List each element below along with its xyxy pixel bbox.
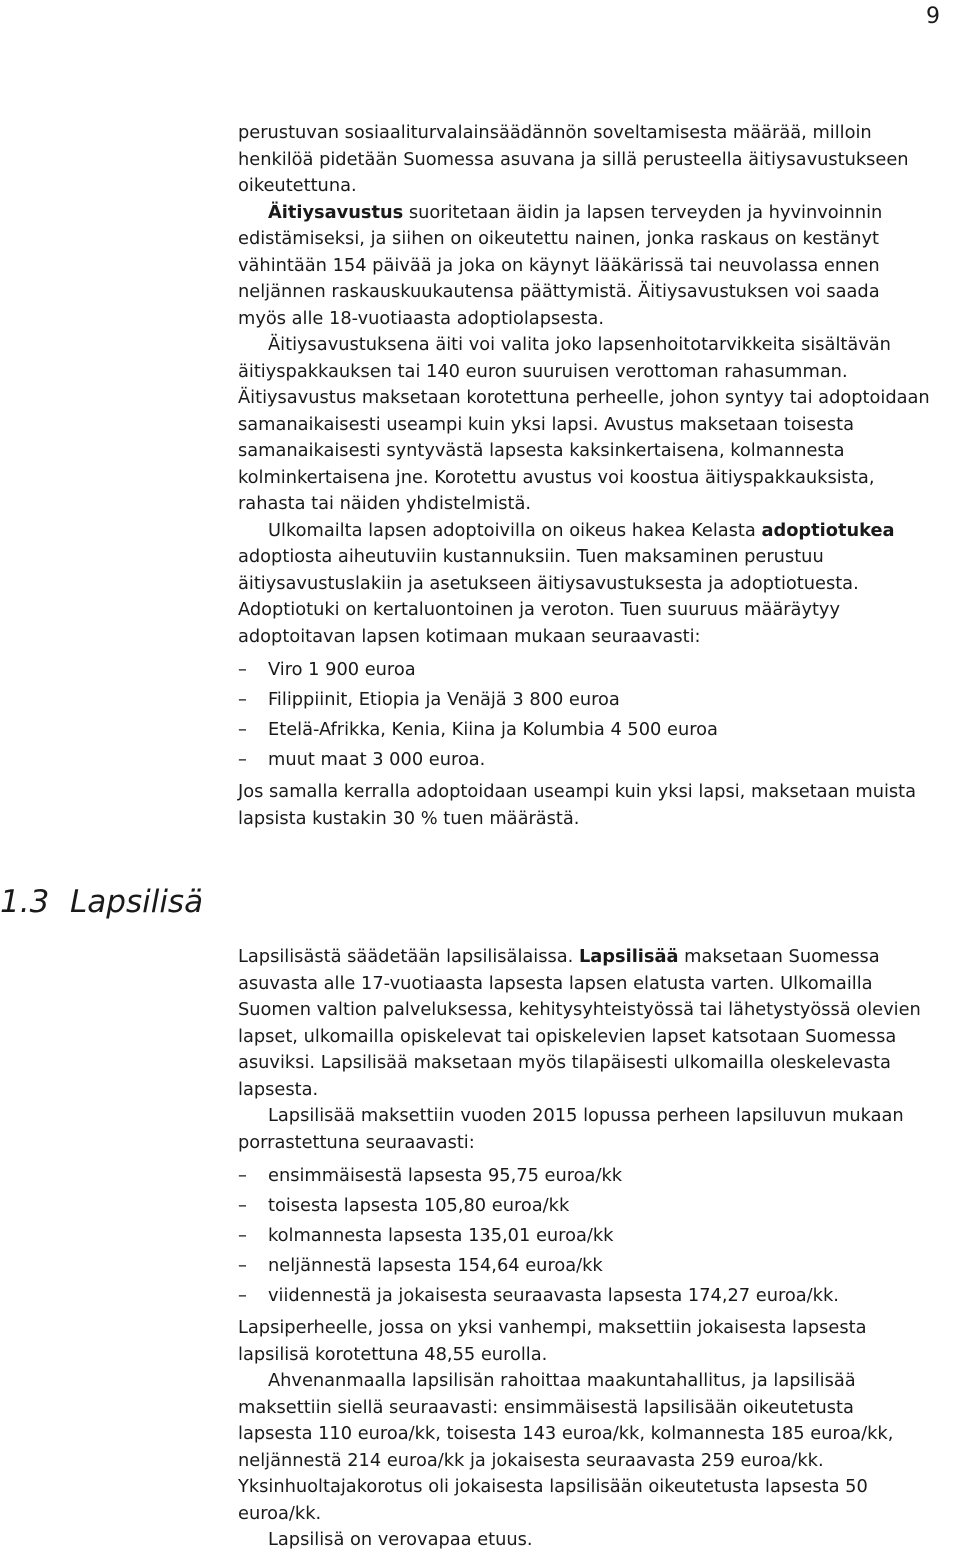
paragraph-benefit-amounts: Lapsilisää maksettiin vuoden 2015 lopussa perheen lapsiluvun mukaan porrastettuna seuraavasti:: [238, 1105, 904, 1153]
list-item: – toisesta lapsesta 105,80 euroa/kk: [238, 1191, 933, 1221]
paragraph-maternity-grant: [238, 200, 933, 333]
term-child-benefit: Lapsilisää: [578, 946, 679, 967]
paragraph-adoption-grant-intro: Ulkomailta lapsen adoptoivilla on oikeus hakea Kelasta: [268, 519, 762, 541]
bottom-text-block: [238, 944, 933, 1554]
page-number: 9: [926, 4, 940, 29]
paragraph-adoption-grant: [238, 518, 933, 651]
paragraph-multiple-adoption: Jos samalla kerralla adoptoidaan useampi kuin yksi lapsi, maksetaan muista lapsista kustakin 30 % tuen määrästä.: [238, 781, 917, 829]
list-item: – ensimmäisestä lapsesta 95,75 euroa/kk: [238, 1161, 933, 1191]
list-item: – Filippiinit, Etiopia ja Venäjä 3 800 euroa: [238, 685, 933, 715]
child-benefit-list: [238, 1161, 933, 1311]
list-item: – kolmannesta lapsesta 135,01 euroa/kk: [238, 1221, 933, 1251]
list-item: – Etelä-Afrikka, Kenia, Kiina ja Kolumbia 4 500 euroa: [238, 715, 933, 745]
adoption-grant-list: [238, 655, 933, 775]
section-heading: [0, 882, 203, 922]
paragraph-aland: Ahvenanmaalla lapsilisän rahoittaa maakuntahallitus, ja lapsilisää maksettiin siellä seuraavasti: ensimmäisestä lapsilisään oikeutetusta lapsesta 110 euroa/kk, toisesta 143 euroa/kk, kolmannesta 185 euroa/kk, neljännestä 214 euroa/kk ja jokaisesta seuraavasta 259 euroa/kk. Yksinhuoltajakorotus oli jokaisesta lapsilisään oikeutetusta lapsesta 50 euroa/kk.: [238, 1370, 894, 1524]
section-title: Lapsilisä: [70, 884, 204, 920]
list-item: – neljännestä lapsesta 154,64 euroa/kk: [238, 1251, 933, 1281]
top-text-block: [238, 120, 933, 832]
paragraph-maternity-package: Äitiysavustuksena äiti voi valita joko lapsenhoitotarvikkeita sisältävän äitiyspakkauksen tai 140 euron suuruisen verottoman rahasumman. Äitiysavustus maksetaan korotettuna perheelle, johon syntyy tai adoptoidaan samanaikaisesti useampi kuin yksi lapsi. Avustus maksetaan toisesta samanaikaisesti syntyvästä lapsesta kaksinkertaisena, kolmannesta kolminkertaisena jne. Korotettu avustus voi koostua äitiyspakkauksista, rahasta tai näiden yhdistelmistä.: [238, 334, 930, 514]
list-item: – viidennestä ja jokaisesta seuraavasta lapsesta 174,27 euroa/kk.: [238, 1281, 933, 1311]
paragraph-residency: perustuvan sosiaaliturvalainsäädännön soveltamisesta määrää, milloin henkilöä pidetään Suomessa asuvana ja sillä perusteella äitiysavustukseen oikeutettuna.: [238, 122, 909, 196]
term-adoption-grant: adoptiotukea: [761, 519, 895, 541]
paragraph-maternity-grant-text: suoritetaan äidin ja lapsen terveyden ja hyvinvoinnin edistämiseksi, ja siihen on oikeutettu nainen, jonka raskaus on kestänyt vähintään 154 päivää ja joka on käynyt lääkärissä tai neuvolassa ennen neljännen raskauskuukautensa päättymistä. Äitiysavustuksen voi saada myös alle 18-vuotiaasta adoptiolapsesta.: [238, 201, 883, 329]
paragraph-child-benefit: [238, 944, 933, 1103]
list-item: – muut maat 3 000 euroa.: [238, 745, 933, 775]
section-number: 1.3: [0, 884, 50, 920]
term-maternity-grant: Äitiysavustus: [268, 201, 404, 223]
paragraph-child-benefit-intro: Lapsilisästä säädetään lapsilisälaissa.: [238, 946, 579, 967]
list-item: – Viro 1 900 euroa: [238, 655, 933, 685]
paragraph-tax-free: Lapsilisä on verovapaa etuus.: [268, 1529, 533, 1550]
paragraph-adoption-grant-text: adoptiosta aiheutuviin kustannuksiin. Tuen maksaminen perustuu äitiysavustuslakiin ja asetukseen äitiysavustuksesta ja adoptiotuesta. Adoptiotuki on kertaluontoinen ja veroton. Tuen suuruus määräytyy adoptoitavan lapsen kotimaan mukaan seuraavasti:: [238, 546, 859, 647]
paragraph-single-parent: Lapsiperheelle, jossa on yksi vanhempi, maksettiin jokaisesta lapsesta lapsilisä korotettuna 48,55 eurolla.: [238, 1317, 867, 1365]
paragraph-child-benefit-text: maksetaan Suomessa asuvasta alle 17-vuotiaasta lapsesta lapsen elatusta varten. Ulkomailla Suomen valtion palveluksessa, kehitysyhteistyössä tai lähetystyössä olevien lapset, ulkomailla opiskelevat tai opiskelevien lapset katsotaan Suomessa asuviksi. Lapsilisää maksetaan myös tilapäisesti ulkomailla oleskelevasta lapsesta.: [238, 946, 921, 1100]
